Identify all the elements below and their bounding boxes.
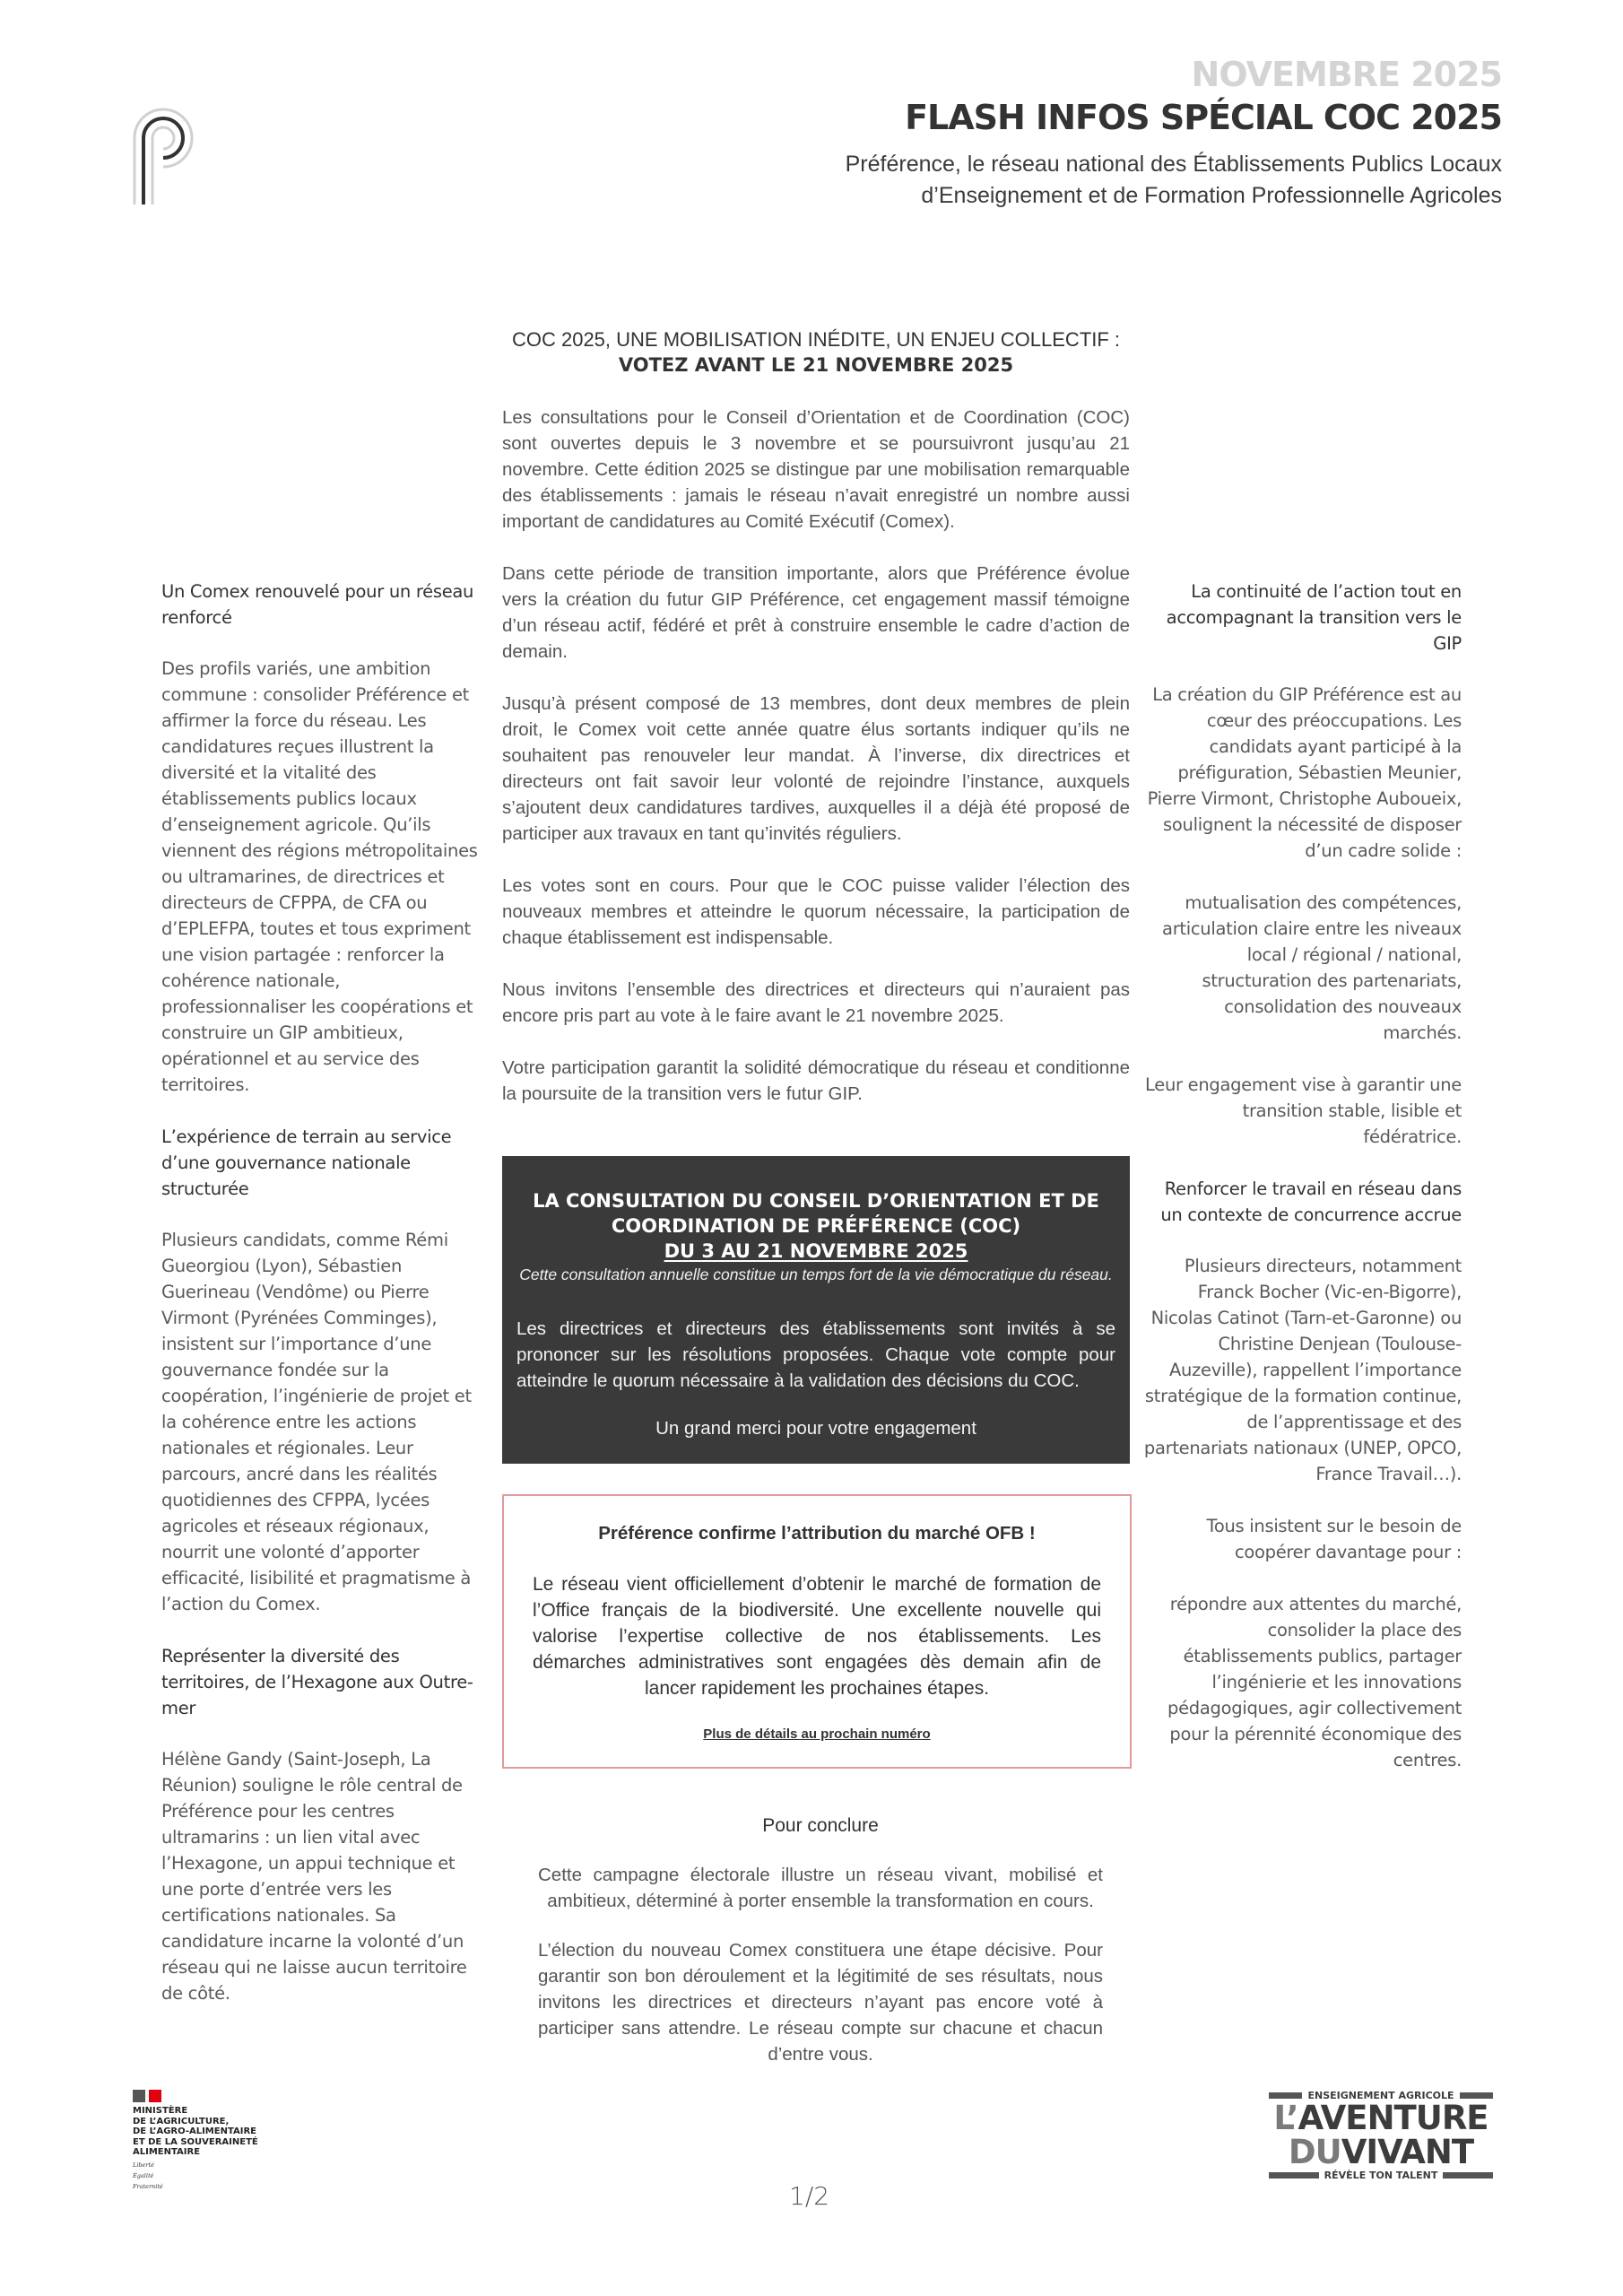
conclusion <box>538 1813 1103 2067</box>
ministry-name-line: ALIMENTAIRE <box>133 2147 201 2157</box>
aventure-word: AVENTURE <box>1298 2099 1488 2137</box>
marianne-flag-icon <box>133 2090 165 2102</box>
aventure-du-vivant-logo <box>1269 2090 1493 2181</box>
section-body: Leur engagement vise à garantir une transition stable, lisible et fédératrice. <box>1145 1074 1462 1147</box>
motto-line: Liberté <box>133 2161 154 2169</box>
article-paragraph: Les consultations pour le Conseil d’Orientation et de Coordination (COC) sont ouvertes depuis le 3 novembre et se poursuivront jusqu’au 21 novembre. Cette édition 2025 se distingue par une mobilisation remarquable des établissements : jamais le réseau n’avait enregistré un nombre aussi important de candidatures au Comité Exécutif (Comex). <box>502 407 1130 532</box>
ministry-name-line: ET DE LA SOUVERAINETÉ <box>133 2136 258 2147</box>
consultation-italic-note: Cette consultation annuelle constitue un temps fort de la vie démocratique du réseau. <box>519 1265 1113 1283</box>
ministry-name-line: DE L’AGRO-ALIMENTAIRE <box>133 2126 256 2136</box>
article-paragraph: Dans cette période de transition importante, alors que Préférence évolue vers la création du futur GIP Préférence, cet engagement massif témoigne d’un réseau actif, fédéré et prêt à construire ensemble le cadre d’action de demain. <box>502 563 1130 662</box>
consultation-title-line-2: COORDINATION DE PRÉFÉRENCE (COC) <box>611 1215 1021 1237</box>
consultation-body: Les directrices et directeurs des établissements sont invités à se prononcer sur les résolutions proposées. Chaque vote compte pour atteindre le quorum nécessaire à la validation des décisions du COC. <box>516 1318 1115 1391</box>
section-body: mutualisation des compétences, articulation claire entre les niveaux local / régional / national, structuration des partenariats, consolidation des nouveaux marchés. <box>1162 892 1462 1043</box>
motto-line: Égalité <box>133 2171 154 2179</box>
vivant-prefix: DU <box>1288 2133 1341 2171</box>
left-column <box>161 578 480 2032</box>
motto-line: Fraternité <box>133 2182 163 2190</box>
ofb-title: Préférence confirme l’attribution du marché OFB ! <box>598 1523 1036 1544</box>
section-body: Hélène Gandy (Saint-Joseph, La Réunion) souligne le rôle central de Préférence pour les centres ultramarins : un lien vital avec l’Hexagone, un appui technique et une porte d’entrée vers les certifications nationales. Sa candidature incarne la volonté d’un réseau qui ne laisse aucun territoire de côté. <box>161 1749 467 2004</box>
section-heading: Renforcer le travail en réseau dans un contexte de concurrence accrue <box>1160 1178 1462 1225</box>
section-body: Tous insistent sur le besoin de coopérer davantage pour : <box>1206 1516 1462 1562</box>
coc-consultation-box <box>502 1156 1130 1464</box>
section-heading: Représenter la diversité des territoires, de l’Hexagone aux Outre-mer <box>161 1646 473 1718</box>
issue-month: NOVEMBRE 2025 <box>1191 55 1502 94</box>
section-body: Plusieurs directeurs, notamment Franck Bocher (Vic-en-Bigorre), Nicolas Catinot (Tarn-et-Garonne) ou Christine Denjean (Toulouse-Auzeville), rappellent l’importance stratégique de la formation continue, de l’apprentissage et des partenariats nationaux (UNEP, OPCO, France Travail…). <box>1143 1256 1462 1484</box>
page-title: FLASH INFOS SPÉCIAL COC 2025 <box>905 98 1502 137</box>
ofb-body: Le réseau vient officiellement d’obtenir le marché de formation de l’Office français de la biodiversité. Une excellente nouvelle qui valorise l’expertise collective de nos établissements. Les démarches administratives sont engagées dès demain afin de lancer rapidement les prochaines étapes. <box>533 1574 1101 1699</box>
article-paragraph: Votre participation garantit la solidité démocratique du réseau et conditionne la poursuite de la transition vers le futur GIP. <box>502 1057 1130 1104</box>
aventure-bottom-text: RÉVÈLE TON TALENT <box>1324 2170 1438 2181</box>
subtitle <box>605 149 1502 212</box>
ministry-name-line: DE L’AGRICULTURE, <box>133 2116 230 2126</box>
section-body: La création du GIP Préférence est au cœur des préoccupations. Les candidats ayant participé à la préfiguration, Sébastien Meunier, Pierre Virmont, Christophe Auboueix, soulignent la nécessité de disposer d’un cadre solide : <box>1147 684 1462 861</box>
header <box>605 54 1502 212</box>
preference-logo-icon <box>127 100 199 204</box>
conclusion-title: Pour conclure <box>762 1815 879 1836</box>
section-heading: L’expérience de terrain au service d’une gouvernance nationale structurée <box>161 1126 452 1199</box>
consultation-dates: DU 3 AU 21 NOVEMBRE 2025 <box>664 1240 968 1262</box>
conclusion-paragraph: L’élection du nouveau Comex constituera une étape décisive. Pour garantir son bon déroulement et la légitimité de ses résultats, nous invitons les directrices et directeurs n’ayant pas encore voté à participer sans attendre. Le réseau compte sur chacune et chacun d’entre vous. <box>538 1940 1103 2065</box>
aventure-top-text: ENSEIGNEMENT AGRICOLE <box>1307 2090 1454 2101</box>
section-body: Des profils variés, une ambition commune : consolider Préférence et affirmer la force du réseau. Les candidatures reçues illustrent la diversité et la vitalité des établissements publics locaux d’enseignement agricole. Qu’ils viennent des régions métropolitaines ou ultramarines, de directrices et directeurs de CFPPA, de CFA ou d’EPLEFPA, toutes et tous expriment une vision partagée : renforcer la cohérence nationale, professionnaliser les coopérations et construire un GIP ambitieux, opérationnel et au service des territoires. <box>161 658 478 1095</box>
conclusion-paragraph: Cette campagne électorale illustre un réseau vivant, mobilisé et ambitieux, déterminé à porter ensemble la transformation en cours. <box>538 1865 1103 1911</box>
subtitle-line-1: Préférence, le réseau national des Établissements Publics Locaux <box>845 152 1502 177</box>
section-heading: La continuité de l’action tout en accompagnant la transition vers le GIP <box>1166 581 1462 654</box>
headline-line-1: COC 2025, UNE MOBILISATION INÉDITE, UN ENJEU COLLECTIF : <box>511 328 1121 351</box>
article-headline <box>502 327 1130 378</box>
page-number: 1/2 <box>789 2181 830 2211</box>
ofb-announcement-box <box>502 1494 1132 1769</box>
section-body: Plusieurs candidats, comme Rémi Gueorgiou (Lyon), Sébastien Guerineau (Vendôme) ou Pierre Virmont (Pyrénées Comminges), insistent sur l’importance d’une gouvernance fondée sur la coopération, l’ingénierie de projet et la cohérence entre les actions nationales et régionales. Leur parcours, ancré dans les réalités quotidiennes des CFPPA, lycées agricoles et réseaux régionaux, nourrit une volonté d’apporter efficacité, lisibilité et pragmatisme à l’action du Comex. <box>161 1230 472 1614</box>
subtitle-line-2: d’Enseignement et de Formation Professionnelle Agricoles <box>921 183 1502 208</box>
section-body: répondre aux attentes du marché, consolider la place des établissements publics, partager l’ingénierie et les innovations pédagogiques, agir collectivement pour la pérennité économique des centres. <box>1167 1594 1462 1770</box>
aventure-prefix: L’ <box>1273 2099 1298 2137</box>
next-issue-link[interactable]: Plus de détails au prochain numéro <box>703 1726 931 1742</box>
ministry-name-line: MINISTÈRE <box>133 2106 188 2116</box>
article-paragraph: Nous invitons l’ensemble des directrices et directeurs qui n’auraient pas encore pris part au vote à le faire avant le 21 novembre 2025. <box>502 979 1130 1026</box>
right-column <box>1143 578 1462 1799</box>
article-paragraph: Les votes sont en cours. Pour que le COC puisse valider l’élection des nouveaux membres et atteindre le quorum nécessaire, la participation de chaque établissement est indispensable. <box>502 875 1130 948</box>
article-paragraph: Jusqu’à présent composé de 13 membres, dont deux membres de plein droit, le Comex voit cette année quatre élus sortants indiquer qu’ils ne souhaitent pas renouveler leur mandat. À l’inverse, dix directrices et directeurs ont fait savoir leur volonté de rejoindre l’instance, auxquels s’ajoutent deux candidatures tardives, auxquelles il a déjà été proposé de participer aux travaux en tant qu’invités réguliers. <box>502 693 1130 844</box>
vivant-word: VIVANT <box>1341 2133 1474 2171</box>
consultation-title-line-1: LA CONSULTATION DU CONSEIL D’ORIENTATION ET DE <box>533 1190 1099 1212</box>
consultation-thanks: Un grand merci pour votre engagement <box>655 1418 976 1439</box>
main-article <box>502 327 1130 1133</box>
section-heading: Un Comex renouvelé pour un réseau renforcé <box>161 581 474 628</box>
headline-line-2: VOTEZ AVANT LE 21 NOVEMBRE 2025 <box>618 354 1014 376</box>
ministry-logo <box>133 2090 312 2190</box>
